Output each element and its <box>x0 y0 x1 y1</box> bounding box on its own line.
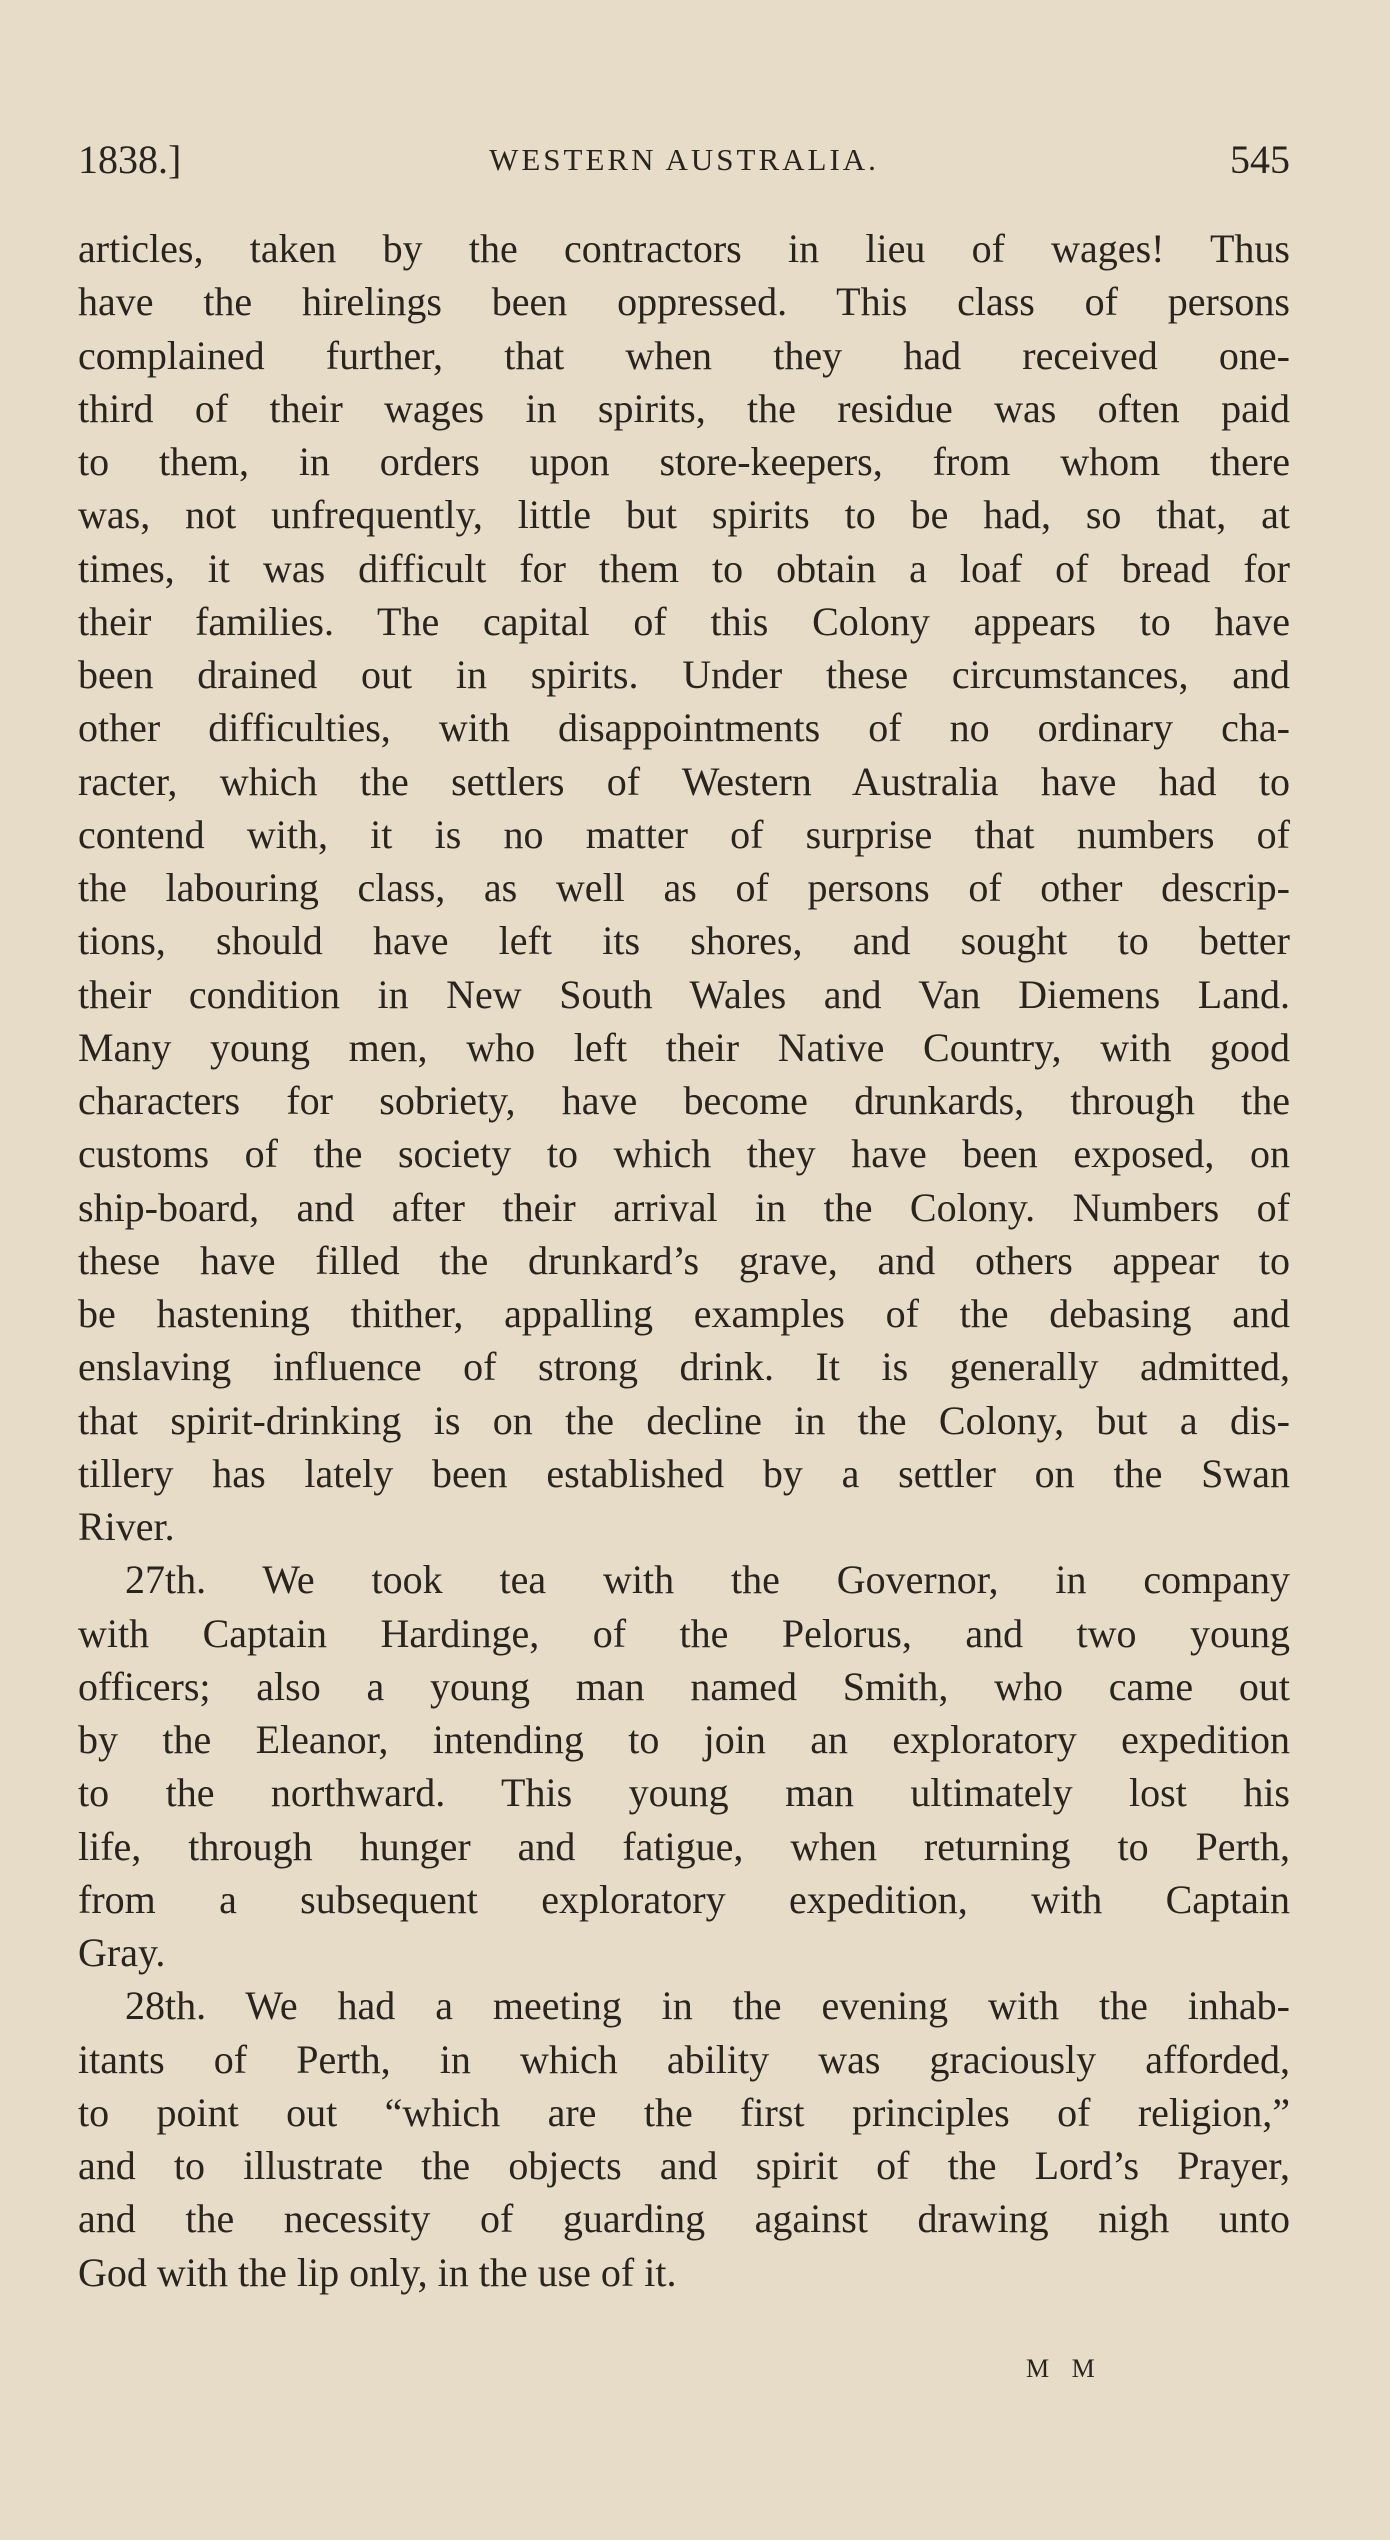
text-line: tions, should have left its shores, and sought to better <box>78 918 1290 964</box>
text-line: and to illustrate the objects and spirit of the Lord’s Prayer, <box>78 2143 1290 2188</box>
text-line: complained further, that when they had received one- <box>78 332 1290 378</box>
text-line: characters for sobriety, have become drunkards, through the <box>78 1078 1290 1123</box>
text-line: by the Eleanor, intending to join an exploratory expedition <box>78 1717 1290 1762</box>
text-line: to point out “which are the first principles of religion,” <box>78 2089 1290 2135</box>
text-line: the labouring class, as well as of persons of other descrip- <box>78 865 1290 910</box>
text-line: 27th. We took tea with the Governor, in company <box>125 1557 1290 1603</box>
text-line: be hastening thither, appalling examples of the debasing and <box>78 1291 1290 1336</box>
text-line: articles, taken by the contractors in lieu of wages! Thus <box>78 226 1290 271</box>
page-number: 545 <box>1230 137 1290 182</box>
text-line: to them, in orders upon store-keepers, from whom there <box>78 439 1290 484</box>
body-text <box>78 222 1290 2299</box>
text-line: was, not unfrequently, little but spirits to be had, so that, at <box>78 492 1290 538</box>
text-line: Many young men, who left their Native Country, with good <box>78 1024 1290 1070</box>
text-line: Gray. <box>78 1930 166 1975</box>
text-line: that spirit-drinking is on the decline in the Colony, but a dis- <box>78 1397 1290 1443</box>
text-line: contend with, it is no matter of surprise that numbers of <box>78 811 1290 857</box>
header-title: WESTERN AUSTRALIA. <box>489 142 879 177</box>
running-header <box>78 130 1290 190</box>
text-line: life, through hunger and fatigue, when returning to Perth, <box>78 1823 1290 1869</box>
text-line: enslaving influence of strong drink. It is generally admitted, <box>78 1344 1290 1390</box>
text-line: officers; also a young man named Smith, who came out <box>78 1663 1290 1709</box>
text-line: 28th. We had a meeting in the evening with the inhab- <box>125 1983 1290 2029</box>
text-line: their families. The capital of this Colony appears to have <box>78 598 1290 644</box>
text-line: tillery has lately been established by a settler on the Swan <box>78 1450 1290 1496</box>
text-line: racter, which the settlers of Western Australia have had to <box>78 758 1290 804</box>
text-line: their condition in New South Wales and Van Diemens Land. <box>78 971 1290 1017</box>
text-line: with Captain Hardinge, of the Pelorus, and two young <box>78 1610 1290 1656</box>
text-line: third of their wages in spirits, the residue was often paid <box>78 385 1290 431</box>
text-line: God with the lip only, in the use of it. <box>78 2249 677 2295</box>
text-line: and the necessity of guarding against drawing nigh unto <box>78 2196 1290 2242</box>
text-line: have the hirelings been oppressed. This class of persons <box>78 279 1290 325</box>
text-line: been drained out in spirits. Under these circumstances, and <box>78 652 1290 697</box>
text-line: from a subsequent exploratory expedition, with Captain <box>78 1876 1290 1922</box>
text-line: times, it was difficult for them to obtain a loaf of bread for <box>78 545 1290 591</box>
text-line: these have filled the drunkard’s grave, and others appear to <box>78 1237 1290 1283</box>
header-year: 1838.] <box>78 137 182 182</box>
text-line: customs of the society to which they have been exposed, on <box>78 1131 1290 1177</box>
text-line: River. <box>78 1504 175 1549</box>
text-line: other difficulties, with disappointments of no ordinary cha- <box>78 705 1290 751</box>
text-line: itants of Perth, in which ability was graciously afforded, <box>78 2036 1290 2082</box>
text-line: ship-board, and after their arrival in the Colony. Numbers of <box>78 1184 1290 1230</box>
signature-mark: M M <box>1026 2354 1103 2383</box>
text-line: to the northward. This young man ultimately lost his <box>78 1770 1290 1816</box>
